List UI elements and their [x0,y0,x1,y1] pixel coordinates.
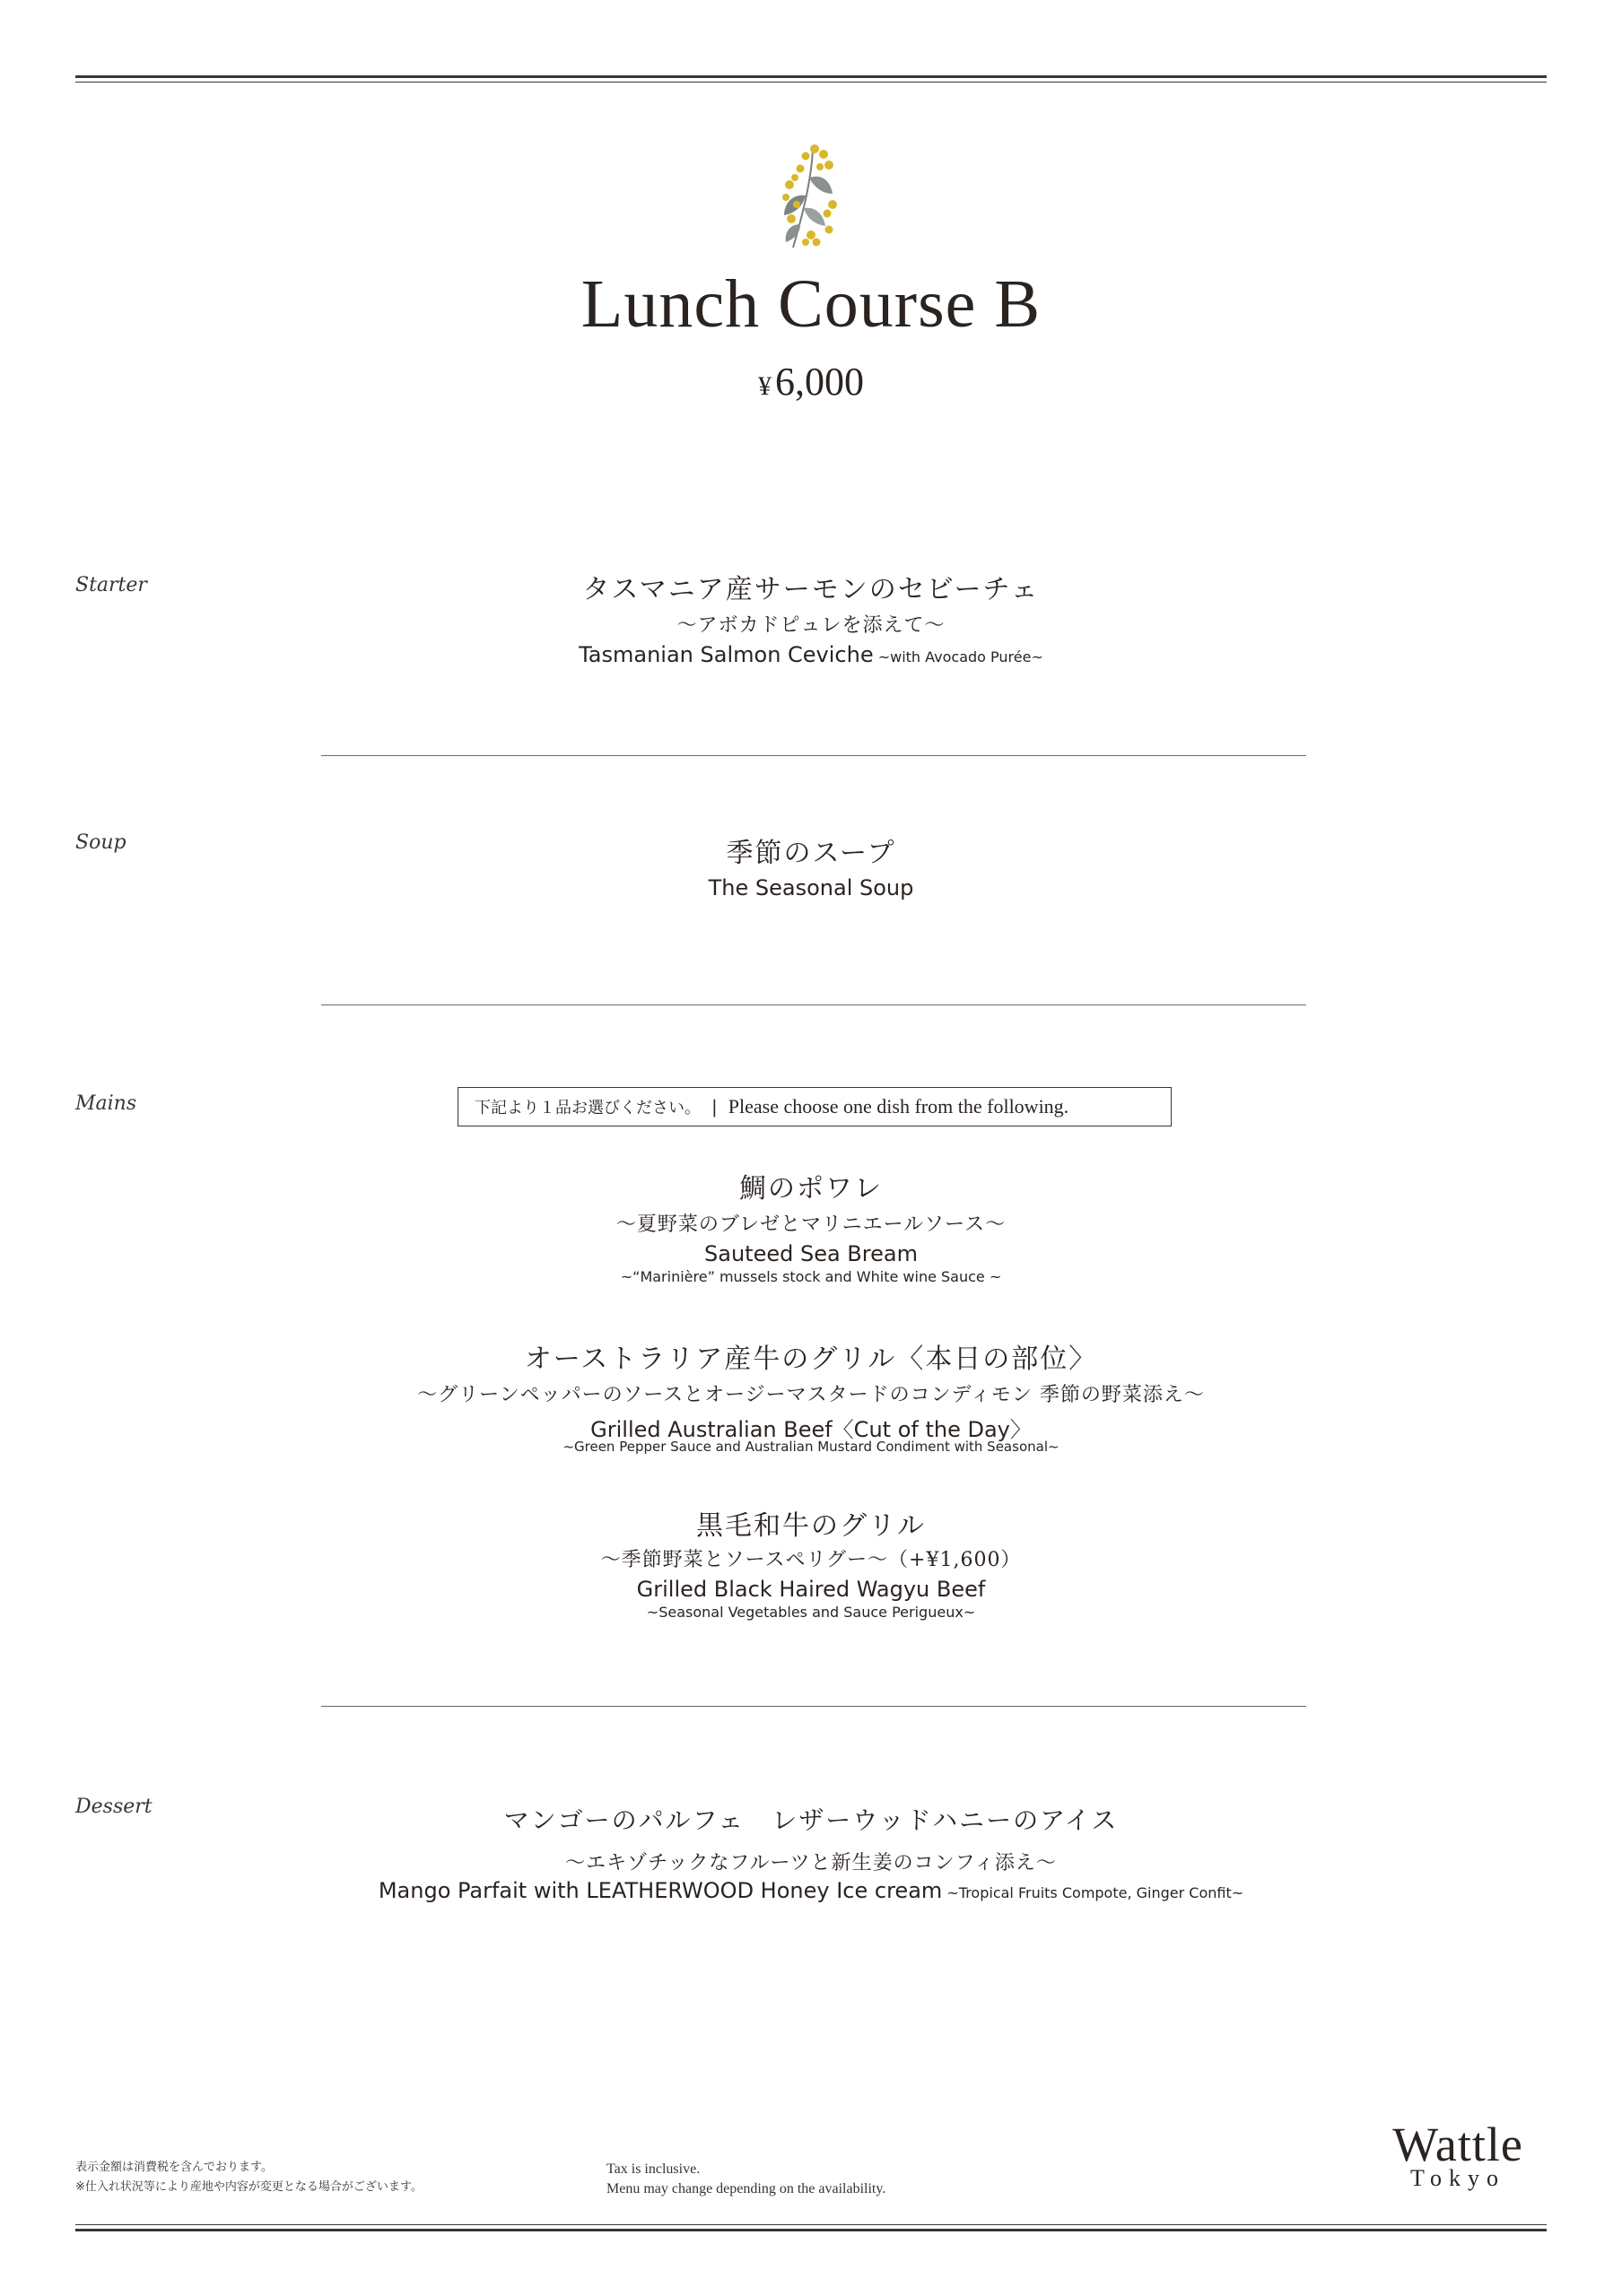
course-price [0,359,1622,404]
main-3-desc-jp: ～季節野菜とソースペリグー～（+¥1,600） [600,1549,1022,1571]
footer-notes-jp [75,2158,423,2197]
main-3-name-en: Grilled Black Haired Wagyu Beef [636,1577,986,1602]
starter-en-line [0,642,1622,667]
footer-jp-line-2: ※仕入れ状況等により産地や内容が変更となる場合がございます。 [75,2180,423,2194]
notice-en: Please choose one dish from the following. [728,1095,1069,1118]
section-label-starter: Starter [75,574,147,596]
main-3-name-jp: 黒毛和牛のグリル [696,1510,926,1542]
main-1-name-jp: 鯛のポワレ [739,1173,883,1205]
main-2-desc-jp: ～グリーンペッパーのソースとオージーマスタードのコンディモン 季節の野菜添え～ [417,1384,1205,1406]
main-1-desc-jp: ～夏野菜のブレゼとマリニエールソース～ [615,1213,1007,1236]
starter-name-jp: タスマニア産サーモンのセビーチェ [582,574,1040,605]
wattle-flower-illustration [773,142,845,251]
section-divider [321,755,1306,756]
page-title: Lunch Course B [580,266,1042,342]
dessert-name-jp: マンゴーのパルフェ レザーウッドハニーのアイス [503,1805,1119,1835]
mains-choice-notice [458,1087,1172,1126]
starter-name-en: Tasmanian Salmon Ceviche [579,642,874,667]
notice-separator: | [711,1096,718,1118]
section-divider [321,1004,1306,1005]
soup-name-jp: 季節のスープ [726,838,896,869]
section-label-dessert: Dessert [75,1796,153,1818]
main-2-name-en: Grilled Australian Beef〈Cut of the Day〉 [590,1417,1032,1442]
main-2-desc-en: ~Green Pepper Sauce and Australian Mustard Condiment with Seasonal~ [562,1439,1060,1455]
section-label-soup: Soup [75,831,126,854]
footer-jp-line-1: 表示金額は消費税を含んでおります。 [75,2161,273,2174]
wattle-flower-icon [773,142,845,251]
wattle-tokyo-logo [1364,2117,1552,2192]
dessert-en-line [0,1878,1622,1903]
notice-jp: 下記より１品お選びください。 [475,1099,701,1118]
starter-desc-en: ~with Avocado Purée~ [877,648,1043,665]
section-divider [321,1706,1306,1707]
main-3-desc-en: ~Seasonal Vegetables and Sauce Perigueux~ [646,1604,976,1621]
dessert-name-en: Mango Parfait with LEATHERWOOD Honey Ice cream [378,1878,943,1903]
price-currency: ¥ [758,371,772,401]
main-1-desc-en: ~“Marinière” mussels stock and White wine Sauce ~ [620,1268,1002,1285]
footer-en-line-1: Tax is inclusive. [606,2161,701,2177]
footer-en-line-2: Menu may change depending on the availability. [606,2181,886,2196]
soup-name-en: The Seasonal Soup [708,875,914,900]
main-1-name-en: Sauteed Sea Bream [704,1241,918,1266]
dessert-desc-en: ~Tropical Fruits Compote, Ginger Confit~ [946,1884,1244,1901]
footer-notes-en [606,2160,885,2199]
dessert-desc-jp: ～エキゾチックなフルーツと新生姜のコンフィ添え～ [565,1852,1057,1874]
logo-subtitle: Tokyo [1409,2165,1506,2191]
logo-wordmark: Wattle [1392,2118,1523,2171]
starter-desc-jp: ～アボカドピュレを添えて～ [676,614,946,637]
main-2-name-jp: オーストラリア産牛のグリル〈本日の部位〉 [524,1344,1098,1375]
section-label-mains: Mains [75,1092,137,1115]
price-value: 6,000 [775,360,864,404]
